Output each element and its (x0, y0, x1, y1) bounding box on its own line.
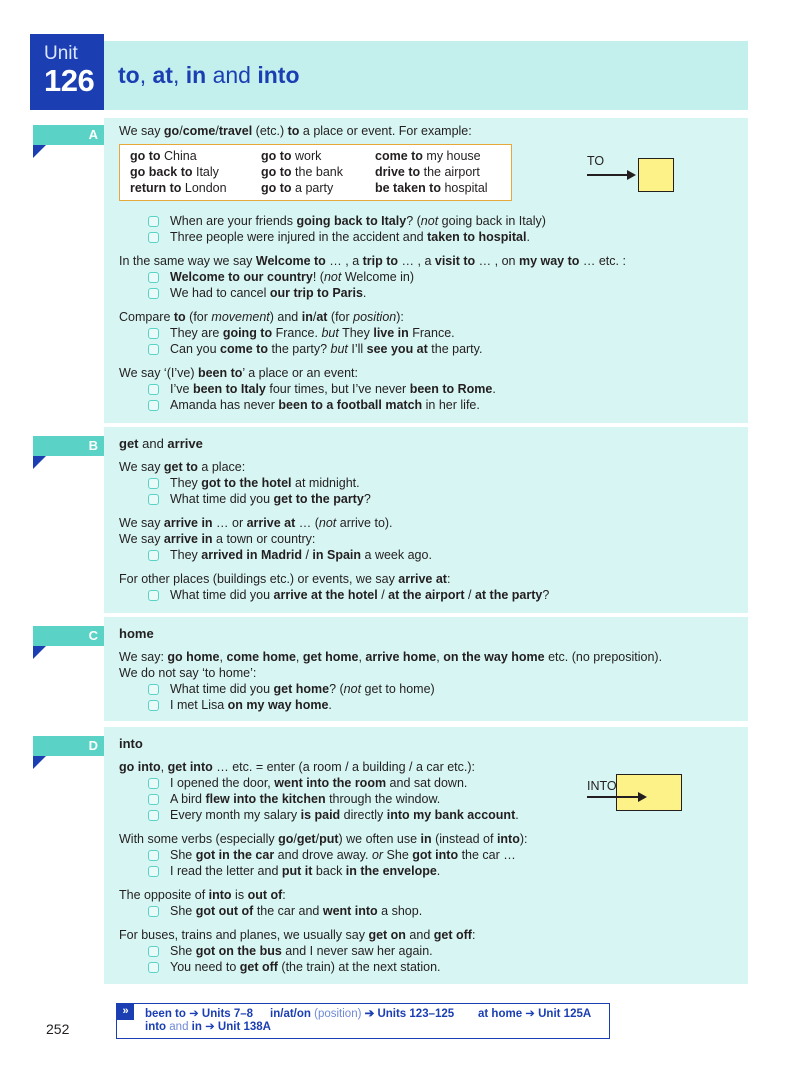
page-title: to, at, in and into (118, 62, 300, 88)
paragraph: With some verbs (especially go/get/put) we often use in (instead of into): (119, 832, 528, 846)
bullet-icon (148, 344, 159, 355)
example-sentence: I’ve been to Italy four times, but I’ve never been to Rome. (170, 382, 496, 396)
paragraph: In the same way we say Welcome to … , a trip to … , a visit to … , on my way to … etc. : (119, 254, 626, 268)
section-tab-d: D (33, 736, 104, 756)
tab-fold (33, 145, 46, 158)
double-chevron-icon: » (117, 1004, 134, 1020)
bullet-icon (148, 794, 159, 805)
paragraph: go into, get into … etc. = enter (a room / a building / a car etc.): (119, 760, 476, 774)
bullet-icon (148, 850, 159, 861)
cross-reference-link[interactable]: at home ➔ Unit 125A (478, 1008, 592, 1020)
example-sentence: She got in the car and drove away. or She got into the car … (170, 848, 516, 862)
example-sentence: What time did you get home? (not get to home) (170, 682, 435, 696)
paragraph: The opposite of into is out of: (119, 888, 286, 902)
example-sentence: Every month my salary is paid directly into my bank account. (170, 808, 519, 822)
paragraph: We say get to a place: (119, 460, 246, 474)
example-sentence: I opened the door, went into the room and sat down. (170, 776, 468, 790)
example-sentence: You need to get off (the train) at the next station. (170, 960, 441, 974)
section-tab-c: C (33, 626, 104, 646)
example-sentence: We had to cancel our trip to Paris. (170, 286, 367, 300)
page-number: 252 (46, 1021, 70, 1037)
paragraph: We say arrive in a town or country: (119, 532, 316, 546)
bullet-icon (148, 232, 159, 243)
example-sentence: I read the letter and put it back in the envelope. (170, 864, 441, 878)
bullet-icon (148, 700, 159, 711)
tab-fold (33, 456, 46, 469)
table-cell: go to China (130, 149, 197, 163)
bullet-icon (148, 962, 159, 973)
example-sentence: Three people were injured in the accident and taken to hospital. (170, 230, 530, 244)
example-sentence: Can you come to the party? but I’ll see you at the party. (170, 342, 483, 356)
into-arrow-shaft (587, 796, 638, 798)
section-tab-a: A (33, 125, 104, 145)
paragraph: We say arrive in … or arrive at … (not arrive to). (119, 516, 393, 530)
to-arrow-icon (627, 170, 636, 180)
bullet-icon (148, 550, 159, 561)
cross-reference-link[interactable]: been to ➔ Units 7–8 (145, 1008, 254, 1020)
tab-fold (33, 646, 46, 659)
example-sentence: She got out of the car and went into a shop. (170, 904, 423, 918)
bullet-icon (148, 288, 159, 299)
table-cell: come to my house (375, 149, 481, 163)
bullet-icon (148, 328, 159, 339)
into-diagram-label: INTO (587, 779, 617, 793)
table-cell: go to the bank (261, 165, 343, 179)
paragraph: We say ‘(I’ve) been to’ a place or an event: (119, 366, 358, 380)
bullet-icon (148, 400, 159, 411)
table-cell: be taken to hospital (375, 181, 488, 195)
paragraph: For buses, trains and planes, we usually say get on and get off: (119, 928, 476, 942)
example-sentence: When are your friends going back to Italy? (not going back in Italy) (170, 214, 546, 228)
unit-badge (30, 34, 104, 110)
table-cell: go to work (261, 149, 322, 163)
example-sentence: They arrived in Madrid / in Spain a week ago. (170, 548, 432, 562)
example-sentence: They are going to France. but They live in France. (170, 326, 455, 340)
paragraph: We do not say ‘to home’: (119, 666, 257, 680)
cross-reference-link[interactable]: in/at/on (position) ➔ Units 123–125 (270, 1008, 455, 1020)
table-cell: return to London (130, 181, 227, 195)
example-sentence: What time did you get to the party? (170, 492, 371, 506)
table-cell: go to a party (261, 181, 334, 195)
bullet-icon (148, 272, 159, 283)
section-heading: get and arrive (119, 436, 203, 451)
section-tab-b: B (33, 436, 104, 456)
title-bar (104, 41, 748, 110)
bullet-icon (148, 810, 159, 821)
example-sentence: Amanda has never been to a football match in her life. (170, 398, 480, 412)
unit-label: Unit (44, 43, 78, 64)
bullet-icon (148, 494, 159, 505)
bullet-icon (148, 946, 159, 957)
example-sentence: Welcome to our country! (not Welcome in) (170, 270, 415, 284)
paragraph: For other places (buildings etc.) or events, we say arrive at: (119, 572, 451, 586)
bullet-icon (148, 590, 159, 601)
section-a-intro: We say go/come/travel (etc.) to a place or event. For example: (119, 124, 472, 138)
bullet-icon (148, 216, 159, 227)
bullet-icon (148, 906, 159, 917)
container-box (616, 774, 682, 811)
bullet-icon (148, 684, 159, 695)
tab-fold (33, 756, 46, 769)
unit-number: 126 (44, 63, 95, 98)
example-sentence: What time did you arrive at the hotel / at the airport / at the party? (170, 588, 550, 602)
section-heading: into (119, 736, 143, 751)
example-sentence: I met Lisa on my way home. (170, 698, 332, 712)
to-arrow-shaft (587, 174, 627, 176)
to-diagram-label: TO (587, 154, 605, 168)
paragraph: We say: go home, come home, get home, arrive home, on the way home etc. (no preposition). (119, 650, 663, 664)
example-sentence: She got on the bus and I never saw her again. (170, 944, 433, 958)
bullet-icon (148, 778, 159, 789)
into-arrow-icon (638, 792, 647, 802)
cross-reference-link[interactable]: into and in ➔ Unit 138A (145, 1021, 271, 1033)
example-sentence: A bird flew into the kitchen through the window. (170, 792, 441, 806)
section-heading: home (119, 626, 154, 641)
bullet-icon (148, 384, 159, 395)
destination-box (638, 158, 674, 192)
bullet-icon (148, 478, 159, 489)
table-cell: go back to Italy (130, 165, 219, 179)
paragraph: Compare to (for movement) and in/at (for position): (119, 310, 404, 324)
table-cell: drive to the airport (375, 165, 480, 179)
example-sentence: They got to the hotel at midnight. (170, 476, 360, 490)
bullet-icon (148, 866, 159, 877)
